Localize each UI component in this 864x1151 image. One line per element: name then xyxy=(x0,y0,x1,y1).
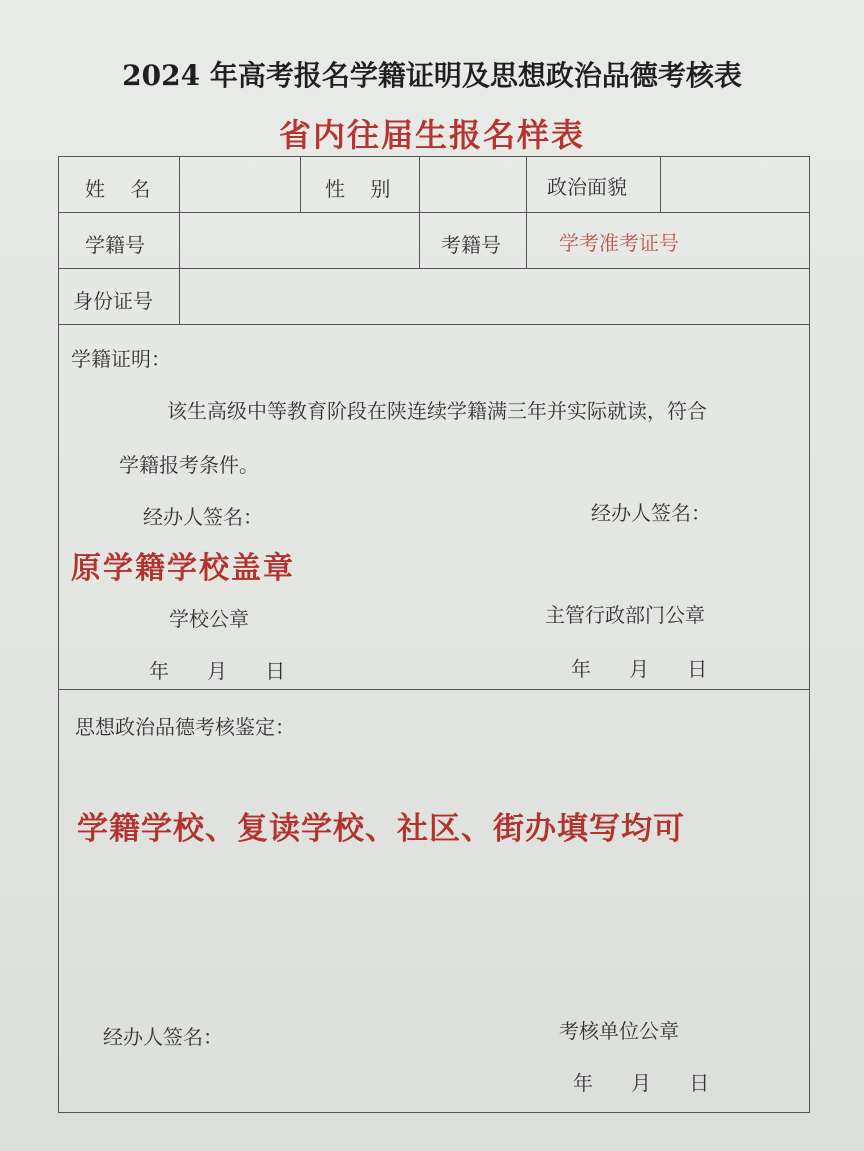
school-signer-label: 经办人签名： xyxy=(143,505,263,529)
enrollment-heading: 学籍证明： xyxy=(71,347,171,371)
moral-signer-label: 经办人签名： xyxy=(103,1025,223,1049)
evaluation-unit-seal-label: 考核单位公章 xyxy=(559,1019,679,1043)
sample-form-subtitle: 省内往届生报名样表 xyxy=(278,116,585,154)
moral-date: 年 月 日 xyxy=(573,1071,710,1095)
section-divider xyxy=(59,689,809,690)
id-card-label: 身份证号 xyxy=(73,289,153,313)
student-id-label: 学籍号 xyxy=(85,233,145,257)
column-divider xyxy=(179,157,180,324)
enrollment-body-line1: 该生高级中等教育阶段在陕连续学籍满三年并实际就读，符合 xyxy=(167,399,707,423)
column-divider xyxy=(526,157,527,268)
registration-form-table xyxy=(58,156,810,1113)
row-divider xyxy=(59,268,809,269)
gender-field[interactable] xyxy=(421,159,524,210)
enrollment-body-line2: 学籍报考条件。 xyxy=(119,453,259,477)
form-title: 2024 年高考报名学籍证明及思想政治品德考核表 xyxy=(122,59,742,92)
row-divider xyxy=(59,324,809,325)
row-divider xyxy=(59,212,809,213)
name-field[interactable] xyxy=(181,159,298,210)
id-card-field[interactable] xyxy=(181,271,807,322)
authority-date: 年 月 日 xyxy=(571,657,708,681)
political-status-field[interactable] xyxy=(662,159,807,210)
political-status-label: 政治面貌 xyxy=(547,175,627,199)
gender-label: 性 别 xyxy=(325,177,391,201)
student-id-field[interactable] xyxy=(181,215,417,266)
column-divider xyxy=(660,157,661,212)
authority-seal-label: 主管行政部门公章 xyxy=(545,603,705,627)
school-date: 年 月 日 xyxy=(149,659,286,683)
exam-id-label: 考籍号 xyxy=(441,233,501,257)
column-divider xyxy=(300,157,301,212)
authority-signer-label: 经办人签名： xyxy=(591,501,711,525)
original-school-stamp-note: 原学籍学校盖章 xyxy=(71,551,295,586)
moral-evaluation-heading: 思想政治品德考核鉴定： xyxy=(75,715,295,739)
exam-id-note[interactable]: 学考准考证号 xyxy=(559,231,679,255)
name-label: 姓 名 xyxy=(85,177,151,201)
school-seal-label: 学校公章 xyxy=(169,607,249,631)
moral-evaluation-note: 学籍学校、复读学校、社区、街办填写均可 xyxy=(77,811,685,847)
column-divider xyxy=(419,157,420,268)
